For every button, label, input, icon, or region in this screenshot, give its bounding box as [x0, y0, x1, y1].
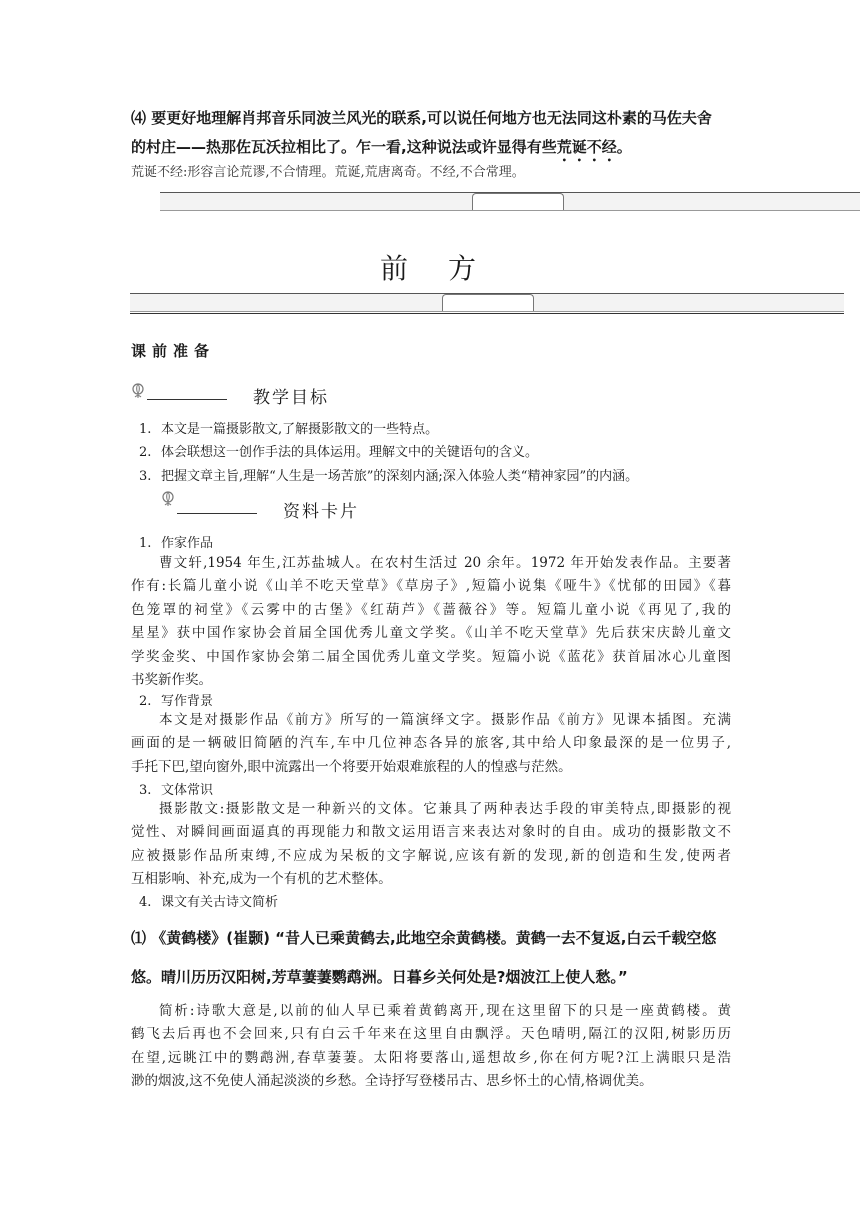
title-band-bottom-rule	[130, 313, 844, 314]
para-line: 本文是对摄影作品《前方》所写的一篇演绎文字。摄影作品《前方》见课本插图。充满	[159, 712, 731, 728]
page-title: 前方	[380, 252, 517, 285]
para-line: 色笼罩的祠堂》《云雾中的古堡》《红葫芦》《蔷薇谷》等。短篇儿童小说《再见了,我的	[131, 601, 731, 618]
para-line: 星星》获中国作家协会首届全国优秀儿童文学奖。《山羊不吃天堂草》先后获宋庆龄儿童文	[131, 625, 731, 642]
heading-underline	[177, 513, 257, 514]
para-line: 觉性、对瞬间画面逼真的再现能力和散文运用语言来表达对象时的自由。成功的摄影散文不	[131, 824, 731, 841]
para-line: 简析:诗歌大意是,以前的仙人早已乘着黄鹤离开,现在这里留下的只是一座黄鹤楼。黄	[159, 1003, 731, 1019]
para-line: 应被摄影作品所束缚,不应成为呆板的文字解说,应该有新的发现,新的创造和生发,使两者	[131, 847, 731, 864]
card-heading: 资料卡片	[283, 502, 359, 522]
poem-analysis-paragraph	[131, 1000, 731, 1094]
poem-line: ⑴ 《黄鹤楼》(崔颢) “昔人已乘黄鹤去,此地空余黄鹤楼。黄鹤一去不复返,白云千载空悠	[131, 929, 717, 947]
objective-text: 把握文章主旨,理解“人生是一场苦旅”的深刻内涵;深入体验人类“精神家园”的内涵。	[161, 469, 639, 484]
para-line: 手托下巴,望向窗外,眼中流露出一个将要开始艰难旅程的人的惶惑与茫然。	[131, 758, 572, 775]
objective-text: 体会联想这一创作手法的具体运用。理解文中的关键语句的含义。	[161, 445, 539, 460]
para-line: 摄影散文:摄影散文是一种新兴的文体。它兼具了两种表达手段的审美特点,即摄影的视	[159, 801, 731, 817]
vocab-note: 荒诞不经:形容言论荒谬,不合情理。荒诞,荒唐离奇。不经,不合常理。	[131, 165, 525, 180]
para-line: 鹤飞去后再也不会回来,只有白云千年来在这里自由飘浮。天色晴明,隔江的汉阳,树影历历	[131, 1026, 731, 1043]
para-line: 画面的是一辆破旧简陋的汽车,车中几位神态各异的旅客,其中给人印象最深的是一位男子,	[131, 735, 731, 752]
section-title: 课文有关古诗文简析	[161, 895, 279, 910]
section-num: 2.	[139, 694, 152, 709]
objective-text: 本文是一篇摄影散文,了解摄影散文的一些特点。	[161, 422, 439, 437]
item-4-dotted-term: 荒诞不经	[556, 138, 617, 156]
heading-underline	[147, 399, 227, 400]
genre-paragraph	[131, 798, 731, 892]
objective-num: 3.	[139, 469, 152, 484]
section-num: 4.	[139, 895, 152, 910]
section-heading	[139, 891, 278, 910]
section-heading	[139, 532, 213, 551]
flower-icon	[160, 490, 176, 510]
item-4-line-2-text: 的村庄——热那佐瓦沃拉相比了。乍一看,这种说法或许显得有些	[131, 138, 557, 156]
item-4-end-mark: 。	[616, 138, 632, 156]
para-line: 互相影响、补充,成为一个有机的艺术整体。	[131, 871, 392, 888]
para-line: 作有:长篇儿童小说《山羊不吃天堂草》《草房子》,短篇小说集《哑牛》《忧郁的田园》《暮	[131, 578, 731, 595]
flower-icon	[130, 382, 146, 402]
author-paragraph	[131, 552, 731, 692]
poem-line: 悠。晴川历历汉阳树,芳草萋萋鹦鹉洲。日暮乡关何处是?烟波江上使人愁。”	[131, 968, 628, 986]
objective-item	[139, 465, 638, 484]
item-4-paragraph	[131, 104, 831, 165]
objective-num: 2.	[139, 445, 152, 460]
item-4-line-1: ⑷ 要更好地理解肖邦音乐同波兰风光的联系,可以说任何地方也无法同这朴素的马佐夫舍	[131, 109, 712, 127]
objective-item	[139, 418, 438, 437]
title-band-bottom-tab	[442, 294, 534, 311]
section-heading	[139, 779, 213, 798]
section-num: 1.	[139, 536, 152, 551]
para-line: 渺的烟波,这不免使人涌起淡淡的乡愁。全诗抒写登楼吊古、思乡怀土的心情,格调优美。	[131, 1073, 653, 1090]
para-line: 在望,远眺江中的鹦鹉洲,春草萋萋。太阳将要落山,遥想故乡,你在何方呢?江上满眼只是浩	[131, 1049, 731, 1066]
background-paragraph	[131, 709, 731, 779]
section-title: 写作背景	[161, 694, 214, 709]
objectives-heading: 教学目标	[253, 388, 329, 408]
section-title: 文体常识	[161, 783, 214, 798]
section-heading	[139, 690, 213, 709]
objective-item	[139, 441, 538, 460]
para-line: 学奖金奖、中国作家协会第二届全国优秀儿童文学奖。短篇小说《蓝花》获首届冰心儿童图	[131, 648, 731, 665]
objective-num: 1.	[139, 422, 152, 437]
prep-title: 课前准备	[131, 342, 216, 360]
para-line: 曹文轩,1954 年生,江苏盐城人。在农村生活过 20 余年。1972 年开始发表作品。主要著	[159, 555, 731, 571]
para-line: 书奖新作奖。	[131, 672, 212, 689]
section-title: 作家作品	[161, 536, 214, 551]
section-num: 3.	[139, 783, 152, 798]
title-band-top-tab	[472, 193, 564, 210]
